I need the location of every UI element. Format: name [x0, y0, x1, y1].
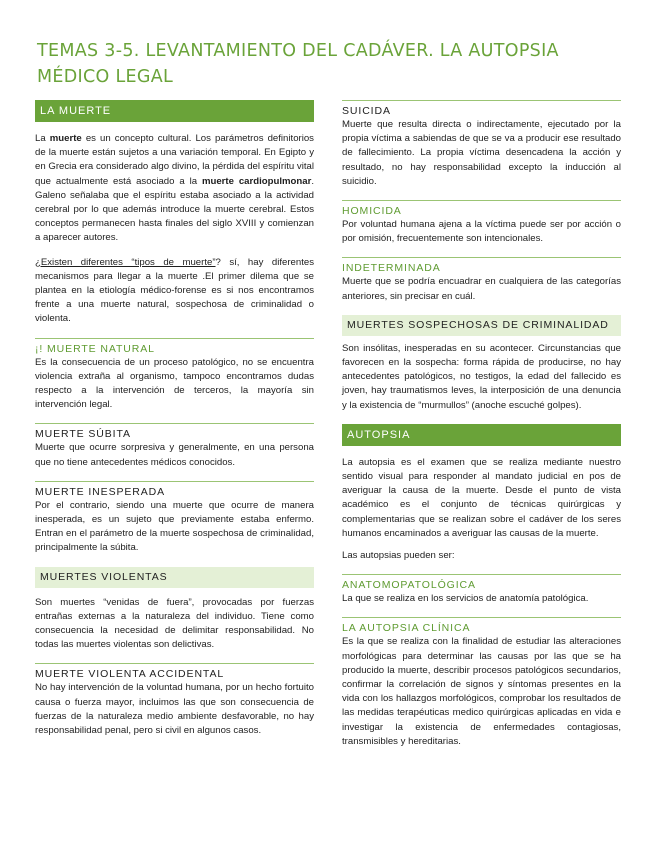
- section-heading: MUERTES VIOLENTAS: [35, 567, 314, 588]
- section-muertes-sospechosas: [342, 315, 621, 413]
- page-title: TEMAS 3-5. LEVANTAMIENTO DEL CADÁVER. LA AUTOPSIA MÉDICO LEGAL: [37, 41, 559, 87]
- subheading: LA AUTOPSIA CLÍNICA: [342, 622, 471, 635]
- subheading: MUERTE SÚBITA: [35, 428, 131, 441]
- paragraph: [35, 132, 314, 246]
- section-muerte-inesperada: [35, 481, 314, 556]
- paragraph: Son muertes “venidas de fuera”, provocadas por fuerzas entrañas externas a la naturaleza del individuo. Tiene como consecuencia la necesidad de delimitar responsabilidad. No todas las muertes violentas son delictivas.: [35, 596, 314, 651]
- text: es un concepto cultural. Los parámetros definitorios de la muerte están sujetos a una variación temporal. En Egipto y en Grecia era considerado algo divino, la pérdida del espíritu vital que actualmente está asociado a la: [35, 133, 314, 187]
- subheading: ANATOMOPATOLÓGICA: [342, 579, 476, 592]
- left-column: [35, 100, 314, 749]
- paragraph: No hay intervención de la voluntad humana, por un hecho fortuito causa o fuerza mayor, incluimos las que son consecuencia de fuerzas de la naturaleza medio ambiente desfavorable, no hay responsabilidad penal, pero si civil en algunos casos.: [35, 682, 314, 737]
- section-autopsia-clinica: [342, 617, 621, 749]
- section-heading: MUERTES SOSPECHOSAS DE CRIMINALIDAD: [342, 315, 621, 336]
- section-muerte-natural: [35, 338, 314, 413]
- paragraph: Por voluntad humana ajena a la víctima puede ser por acción o por omisión, frecuentemente son intencionales.: [342, 219, 621, 245]
- bold-term: muerte cardiopulmonar: [201, 175, 312, 187]
- paragraph: Son insólitas, inesperadas en su acontecer. Circunstancias que favorecen en la sospecha: forma rápida de producirse, no hay antecedentes patológicos, no testigos, la edad del fallecido es joven, hay traumatismos leves, la interposición de una denuncia y la existencia de “murmullos” (anoche escuché golpes).: [342, 342, 621, 411]
- paragraph: Es la que se realiza con la finalidad de estudiar las alteraciones morfológicas para determinar las causas por las que se ha producido la muerte, describir procesos patológicos secundarios, confirmar la correlación de signos y síntomas presentes en la vida con los hallazgos morfológicos, comprobar los resultados de las medidas terapéuticas medico quirúrgicas aplicadas en vida e investigar la existencia de enfermedades contagiosas, transmisibles y hereditarias.: [342, 636, 621, 747]
- subheading: SUICIDA: [342, 105, 391, 117]
- paragraph: La que se realiza en los servicios de anatomía patológica.: [342, 593, 589, 605]
- text: . Galeno señalaba que el espíritu estaba asociado a la actividad cerebral por lo que además introduce la muerte cerebral. Estos conceptos permanecen hasta finales del siglo XVIII y comienzan a aparecer autores.: [35, 175, 315, 244]
- section-muerte-subita: [35, 423, 314, 469]
- right-column: [342, 100, 621, 760]
- subheading: ¡! MUERTE NATURAL: [35, 342, 155, 355]
- underlined-question: ¿Existen diferentes “tipos de muerte”: [35, 256, 216, 268]
- subheading: MUERTE VIOLENTA ACCIDENTAL: [35, 668, 225, 681]
- paragraph: [35, 256, 314, 327]
- section-suicida: [342, 100, 621, 189]
- text: La: [35, 133, 50, 144]
- text: ? sí, hay diferentes mecanismos para llegar a la muerte .El primer dilema que se plantea en la etiología médico-forense es si nos encontramos frente a una muerte natural, sospechosa de criminalidad o violenta.: [35, 256, 314, 325]
- section-heading: LA MUERTE: [35, 100, 314, 122]
- subheading: INDETERMINADA: [342, 262, 441, 275]
- section-muerte-violenta-accidental: [35, 663, 314, 738]
- section-autopsia: [342, 424, 621, 563]
- paragraph: Por el contrario, siendo una muerte que ocurre de manera inesperada, es un sujeto que previamente estaba enfermo. Entran en el parámetro de la muerte sospechosa de criminalidad, principalmente la súbita.: [35, 499, 314, 554]
- section-la-muerte: [35, 100, 314, 327]
- section-indeterminada: [342, 257, 621, 303]
- bold-term: muerte: [49, 133, 82, 144]
- paragraph: Es la consecuencia de un proceso patológico, no se encuentra violencia extraña al organismo, tampoco encontramos dudas respecto a la intervención de terceros, la mayoría sin intervención legal.: [35, 356, 314, 411]
- section-heading: AUTOPSIA: [342, 424, 621, 446]
- paragraph: Muerte que se podría encuadrar en cualquiera de las categorías anteriores, sin precisar en cuál.: [342, 276, 621, 302]
- subheading: MUERTE INESPERADA: [35, 485, 166, 498]
- paragraph: La autopsia es el examen que se realiza mediante nuestro sentido visual para responder al mandato judicial en pos de averiguar la causa de la muerte. Desde el punto de vista académico es el conjunto de técnicas quirúrgicas y complementarias que se realizan sobre el cadáver de los seres humanos encaminados a averiguar las causas de la muerte.: [342, 456, 621, 539]
- section-muertes-violentas: [35, 567, 314, 653]
- paragraph: Muerte que ocurre sorpresiva y generalmente, en una persona que no tiene antecedentes médicos conocidos.: [35, 442, 314, 468]
- subheading: HOMICIDA: [342, 205, 402, 218]
- paragraph: Las autopsias pueden ser:: [342, 550, 455, 562]
- section-homicida: [342, 200, 621, 246]
- paragraph: Muerte que resulta directa o indirectamente, ejecutado por la propia víctima a sabiendas de que se va a producir ese resultado de fallecimiento. La propia víctima desencadena la acción y resultado, no hay responsabilidad excepto la inducción al suicidio.: [342, 119, 621, 187]
- section-anatomopatologica: [342, 574, 621, 606]
